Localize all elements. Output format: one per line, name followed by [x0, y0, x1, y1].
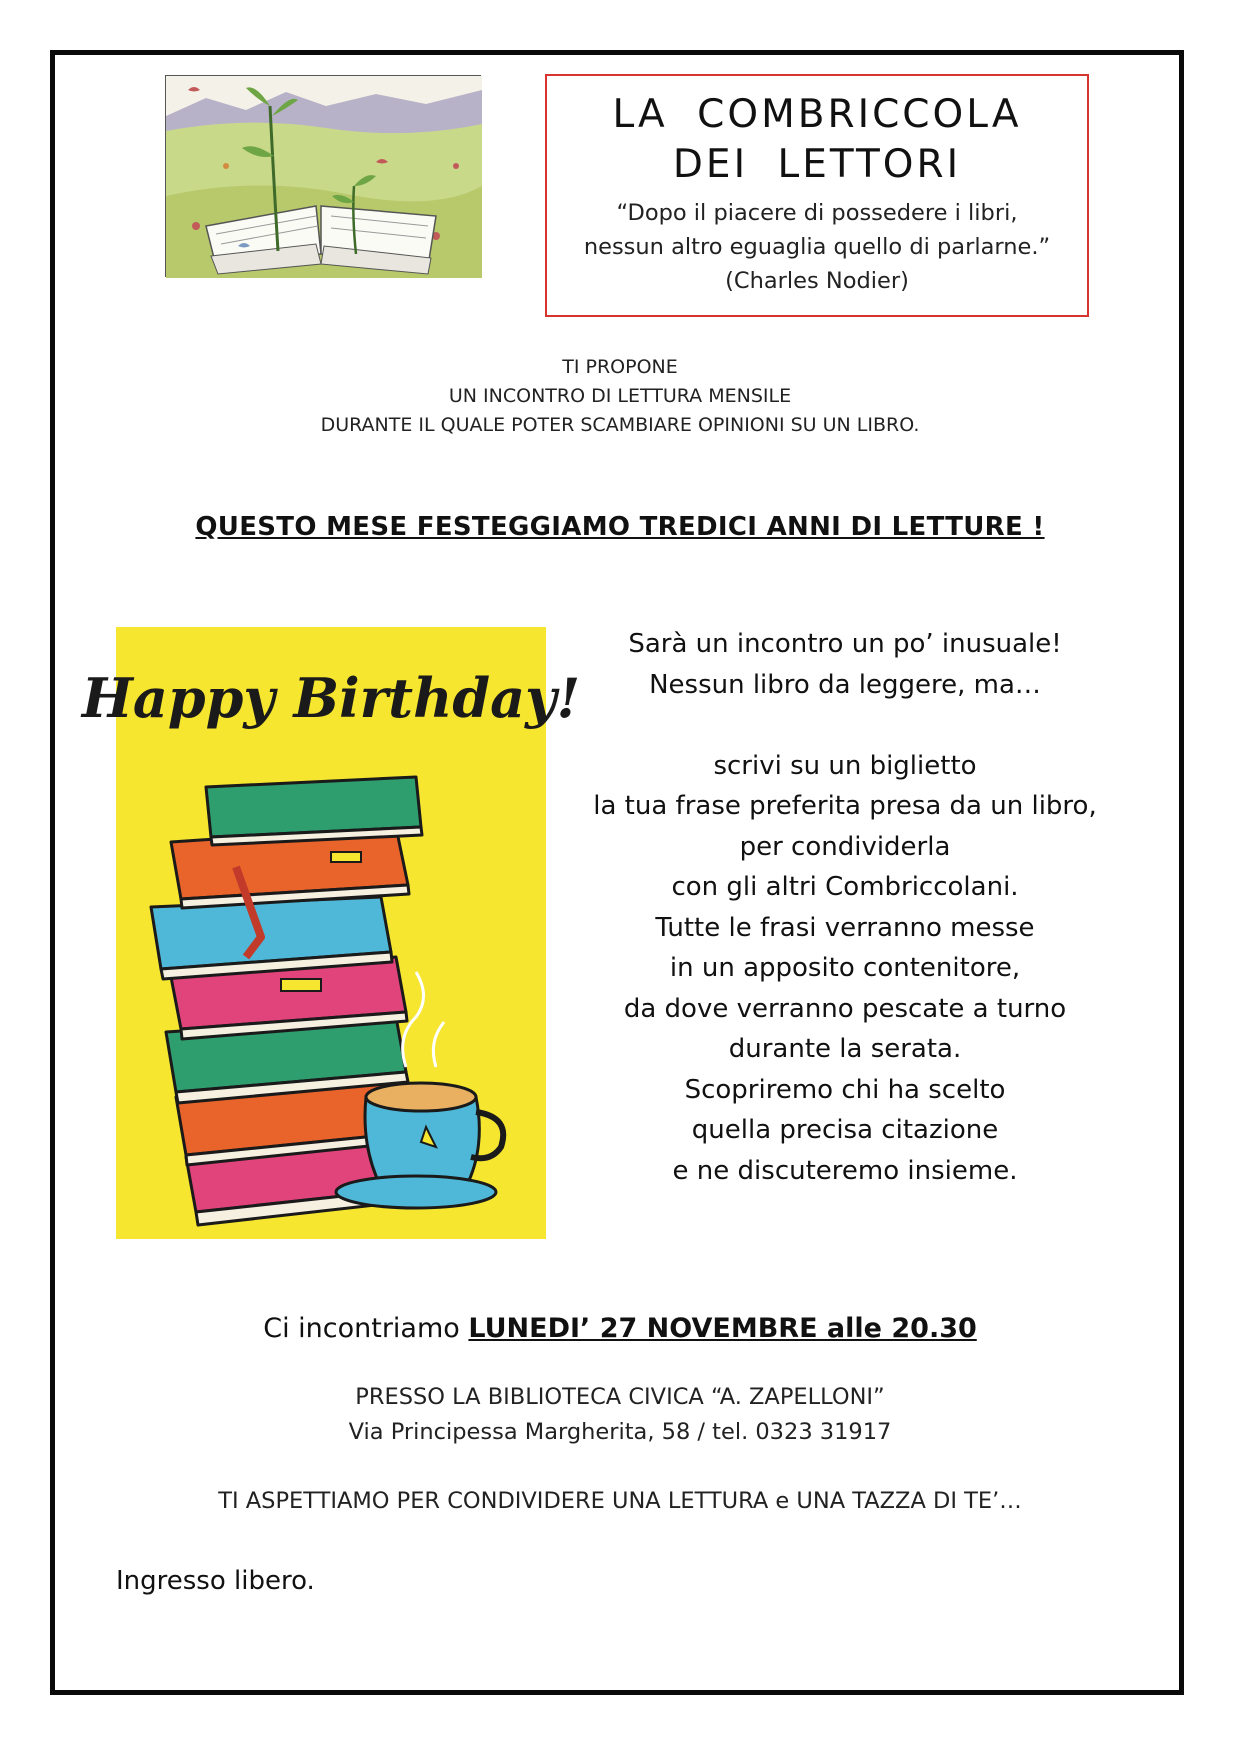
intro-line-1: TI PROPONE — [562, 356, 678, 378]
svg-text:Happy Birthday!: Happy Birthday! — [81, 666, 581, 730]
body-line: da dove verranno pescate a turno — [623, 993, 1067, 1024]
quote-author: (Charles Nodier) — [725, 268, 909, 294]
quote-line-2: nessun altro eguaglia quello di parlarne.” — [583, 234, 1051, 260]
entry-note: Ingresso libero. — [116, 1566, 315, 1596]
body-line: con gli altri Combriccolani. — [671, 872, 1019, 902]
body-line: in un apposito contenitore, — [669, 953, 1021, 983]
body-line: Tutte le frasi verranno messe — [655, 912, 1035, 943]
quote-line-1: “Dopo il piacere di possedere i libri, — [616, 200, 1018, 226]
meeting-line — [0, 1313, 1240, 1344]
body-line: per condividerla — [739, 831, 951, 862]
body-line: durante la serata. — [728, 1034, 962, 1064]
meeting-date-time: LUNEDI’ 27 NOVEMBRE alle 20.30 — [468, 1313, 977, 1344]
address-line-2: Via Principessa Margherita, 58 / tel. 0323 31917 — [348, 1419, 892, 1445]
title-box — [545, 74, 1089, 317]
body-line: Nessun libro da leggere, ma… — [649, 669, 1041, 700]
intro-line-2: UN INCONTRO DI LETTURA MENSILE — [448, 385, 792, 407]
body-line: la tua frase preferita presa da un libro, — [593, 791, 1097, 821]
title-line-2: DEI LETTORI — [672, 142, 962, 187]
body-line: Sarà un incontro un po’ inusuale! — [628, 629, 1062, 659]
address-line-1: PRESSO LA BIBLIOTECA CIVICA “A. ZAPELLONI” — [355, 1384, 885, 1410]
body-line: quella precisa citazione — [691, 1115, 999, 1145]
title-line-1: LA COMBRICCOLA — [612, 92, 1022, 137]
intro-line-3: DURANTE IL QUALE POTER SCAMBIARE OPINIONI SU UN LIBRO. — [320, 414, 920, 436]
body-line — [565, 705, 1125, 746]
headline: QUESTO MESE FESTEGGIAMO TREDICI ANNI DI LETTURE ! — [195, 512, 1045, 542]
meeting-prefix: Ci incontriamo — [263, 1313, 469, 1344]
body-line: scrivi su un biglietto — [713, 750, 977, 781]
happy-birthday-illustration — [81, 627, 581, 1239]
body-text — [565, 624, 1125, 1191]
open-book-illustration — [165, 75, 481, 277]
closing-line: TI ASPETTIAMO PER CONDIVIDERE UNA LETTURA e UNA TAZZA DI TE’… — [218, 1488, 1022, 1514]
body-line: Scopriremo chi ha scelto — [684, 1074, 1006, 1105]
body-line: e ne discuteremo insieme. — [672, 1155, 1018, 1186]
